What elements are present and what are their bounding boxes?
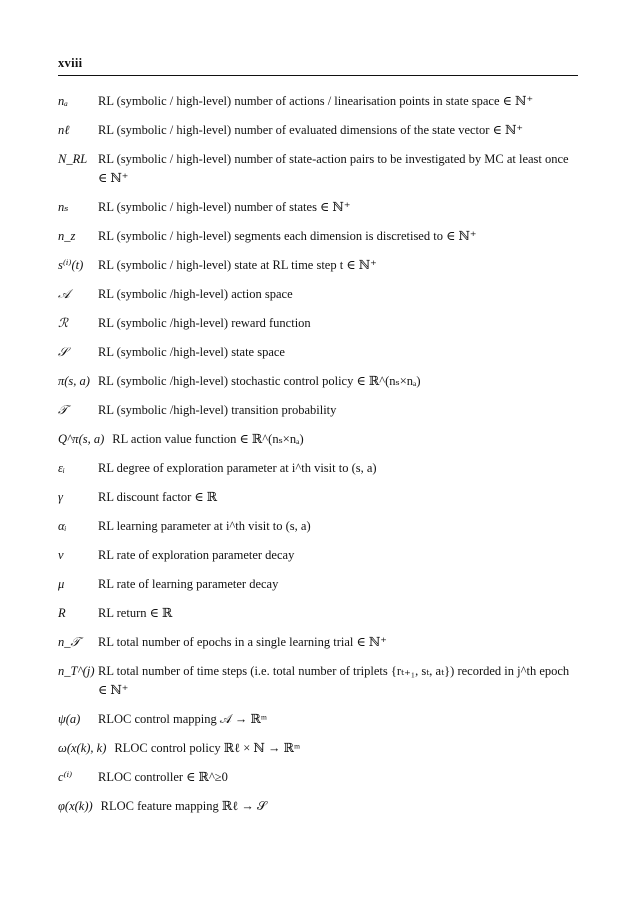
nomenclature-entry (58, 285, 578, 304)
nomenclature-entry (58, 314, 578, 333)
entry-symbol: N_RL (58, 152, 88, 166)
nomenclature-entry (58, 256, 578, 275)
entry-symbol: 𝒜 (58, 287, 70, 301)
entry-description: RL total number of time steps (i.e. total number of triplets {rₜ₊₁, sₜ, aₜ}) recorded in j^th epoch ∈ ℕ⁺ (98, 664, 570, 697)
nomenclature-entry (58, 739, 578, 758)
entry-symbol: n_z (58, 229, 76, 243)
entry-description: RL discount factor ∈ ℝ (98, 490, 218, 504)
nomenclature-entry (58, 710, 578, 729)
nomenclature-entry (58, 121, 578, 140)
entry-description: RLOC controller ∈ ℝ^≥0 (98, 770, 228, 784)
entry-symbol: s⁽ⁱ⁾(t) (58, 258, 84, 272)
entry-symbol: π(s, a) (58, 374, 90, 388)
entry-description: RL (symbolic /high-level) action space (98, 287, 293, 301)
entry-symbol: ℛ (58, 316, 68, 330)
entry-symbol: αᵢ (58, 519, 67, 533)
entry-symbol: n_𝒯 (58, 635, 81, 649)
entry-description: RL (symbolic / high-level) number of actions / linearisation points in state space ∈ ℕ⁺ (98, 94, 534, 108)
nomenclature-entry (58, 401, 578, 420)
entry-symbol: c⁽ⁱ⁾ (58, 770, 73, 784)
entry-description: RL (symbolic /high-level) reward function (98, 316, 311, 330)
entry-description: RL (symbolic / high-level) segments each dimension is discretised to ∈ ℕ⁺ (98, 229, 477, 243)
nomenclature-entry (58, 343, 578, 362)
nomenclature-list (58, 92, 578, 826)
entry-description: RL total number of epochs in a single learning trial ∈ ℕ⁺ (98, 635, 387, 649)
entry-symbol: ω(x(k), k) (58, 741, 107, 755)
nomenclature-entry (58, 604, 578, 623)
entry-symbol: μ (58, 577, 65, 591)
nomenclature-entry (58, 488, 578, 507)
entry-symbol: nₐ (58, 94, 68, 108)
entry-description: RL (symbolic / high-level) number of evaluated dimensions of the state vector ∈ ℕ⁺ (98, 123, 523, 137)
nomenclature-entry (58, 546, 578, 565)
nomenclature-entry (58, 662, 578, 700)
nomenclature-entry (58, 150, 578, 188)
nomenclature-entry (58, 768, 578, 787)
nomenclature-entry (58, 459, 578, 478)
entry-symbol: εᵢ (58, 461, 65, 475)
nomenclature-entry (58, 198, 578, 217)
entry-description: RL rate of exploration parameter decay (98, 548, 295, 562)
entry-symbol: R (58, 606, 66, 620)
entry-symbol: ν (58, 548, 64, 562)
nomenclature-entry (58, 633, 578, 652)
entry-description: RLOC feature mapping ℝℓ → 𝒮 (100, 799, 267, 813)
entry-description: RL (symbolic /high-level) transition probability (98, 403, 337, 417)
entry-description: RLOC control policy ℝℓ × ℕ → ℝᵐ (114, 741, 301, 755)
page-header (58, 56, 578, 76)
entry-description: RL (symbolic /high-level) state space (98, 345, 285, 359)
entry-symbol: Q^π(s, a) (58, 432, 105, 446)
entry-symbol: nℓ (58, 123, 70, 137)
entry-symbol: γ (58, 490, 63, 504)
page-number: xviii (58, 56, 83, 70)
entry-symbol: 𝒮 (58, 345, 68, 359)
entry-description: RL (symbolic / high-level) number of state-action pairs to be investigated by MC at least once ∈ ℕ⁺ (98, 152, 569, 185)
entry-symbol: nₛ (58, 200, 69, 214)
entry-description: RL (symbolic /high-level) stochastic control policy ∈ ℝ^(nₛ×nₐ) (97, 374, 421, 388)
nomenclature-entry (58, 517, 578, 536)
nomenclature-entry (58, 227, 578, 246)
entry-description: RLOC control mapping 𝒜 → ℝᵐ (98, 712, 267, 726)
entry-symbol: n_T^(j) (58, 664, 95, 678)
entry-description: RL degree of exploration parameter at i^th visit to (s, a) (98, 461, 377, 475)
entry-description: RL (symbolic / high-level) number of states ∈ ℕ⁺ (98, 200, 351, 214)
entry-symbol: ψ(a) (58, 712, 81, 726)
entry-description: RL return ∈ ℝ (98, 606, 173, 620)
header-rule (58, 75, 578, 76)
nomenclature-entry (58, 372, 578, 391)
entry-description: RL learning parameter at i^th visit to (s, a) (98, 519, 311, 533)
entry-symbol: φ(x(k)) (58, 799, 93, 813)
nomenclature-entry (58, 575, 578, 594)
nomenclature-entry (58, 92, 578, 111)
nomenclature-entry (58, 430, 578, 449)
entry-symbol: 𝒯 (58, 403, 68, 417)
entry-description: RL rate of learning parameter decay (98, 577, 279, 591)
entry-description: RL (symbolic / high-level) state at RL time step t ∈ ℕ⁺ (98, 258, 377, 272)
nomenclature-entry (58, 797, 578, 816)
entry-description: RL action value function ∈ ℝ^(nₛ×nₐ) (112, 432, 304, 446)
